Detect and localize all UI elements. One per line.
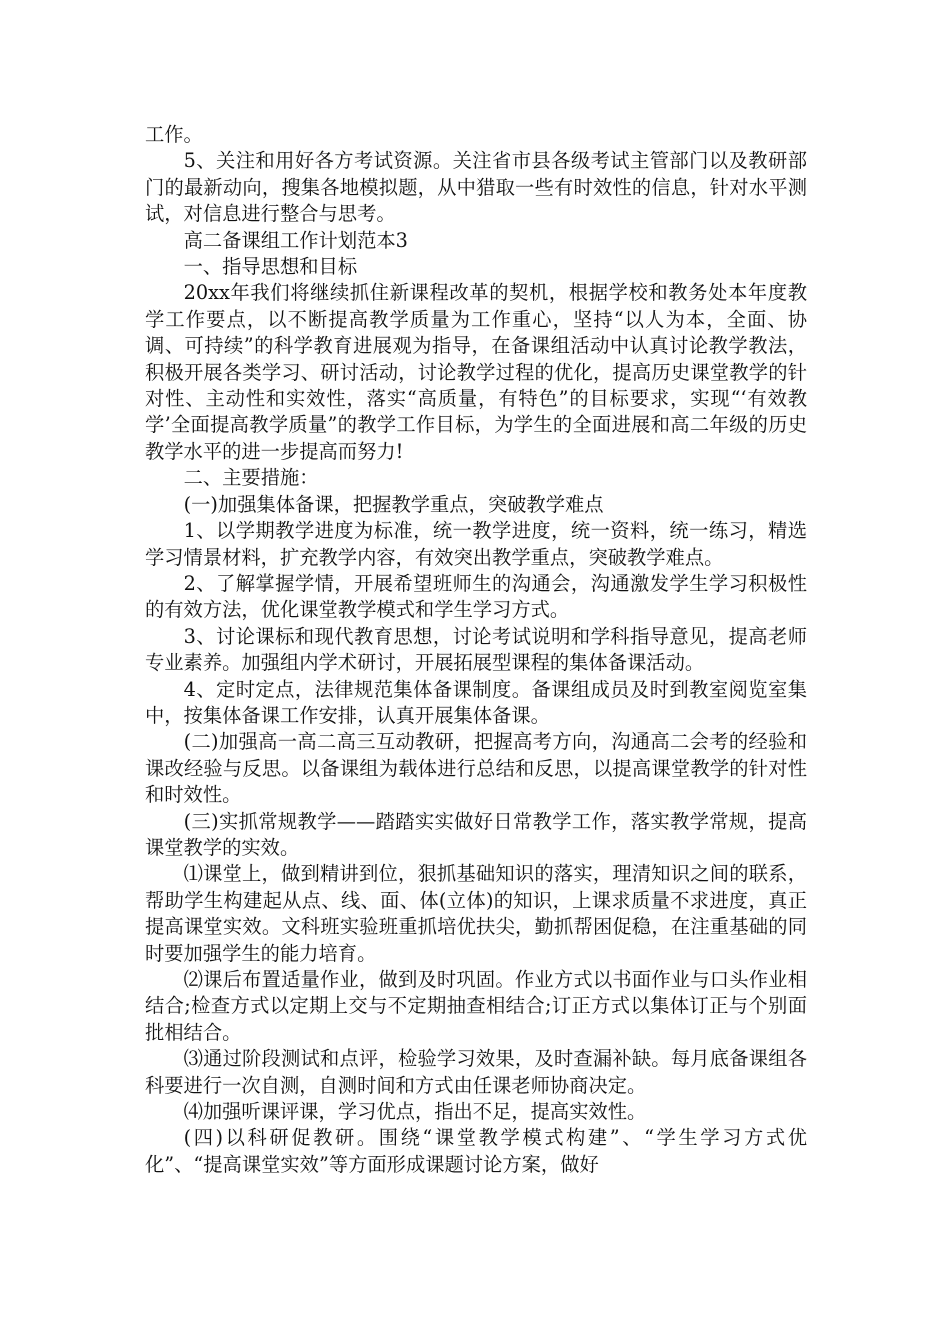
paragraph-homework: ⑵课后布置适量作业，做到及时巩固。作业方式以书面作业与口头作业相结合;检查方式以定期上交与不定期抽查相结合;订正方式以集体订正与个别面批相结合。 [145,968,807,1044]
heading-main-measures: 二、主要措施： [183,466,319,490]
paragraph-lesson-observation: ⑷加强听课评课，学习优点，指出不足，提高实效性。 [183,1100,647,1124]
subheading-collective-preparation: (一)加强集体备课，把握教学重点，突破教学难点 [183,492,604,516]
heading-guiding-ideology: 一、指导思想和目标 [183,255,358,279]
paragraph-research: (四)以科研促教研。围绕“课堂教学模式构建”、“学生学习方式优化”、“提高课堂实效”等方面形成课题讨论方案，做好 [145,1126,807,1176]
document-page [145,122,807,1178]
paragraph-interactive-research: (二)加强高一高二高三互动教研，把握高考方向，沟通高二会考的经验和课改经验与反思。以备课组为载体进行总结和反思，以提高课堂教学的针对性和时效性。 [145,730,807,807]
paragraph-measure-3: 3、讨论课标和现代教育思想，讨论考试说明和学科指导意见，提高老师专业素养。加强组内学术研讨，开展拓展型课程的集体备课活动。 [145,624,807,675]
paragraph-guiding-ideology: 20xx年我们将继续抓住新课程改革的契机，根据学校和教务处本年度教学工作要点，以不断提高教学质量为工作重心，坚持“以人为本，全面、协调、可持续”的科学教育进展观为指导，在备课组活动中认真讨论教学教法，积极开展各类学习、研讨活动，讨论教学过程的优化，提高历史课堂教学的针对性、主动性和实效性，落实“高质量，有特色”的目标要求，实现“‘有效教学’全面提高教学质量”的教学工作目标，为学生的全面进展和高二年级的历史教学水平的进一步提高而努力! [145,281,807,463]
paragraph-measure-2: 2、了解掌握学情，开展希望班师生的沟通会，沟通激发学生学习积极性的有效方法，优化课堂教学模式和学生学习方式。 [145,571,807,622]
paragraph-continuation: 工作。 [145,123,203,146]
paragraph-measure-4: 4、定时定点，法律规范集体备课制度。备课组成员及时到教室阅览室集中，按集体备课工作安排，认真开展集体备课。 [145,677,807,727]
section-heading-sample-3: 高二备课组工作计划范本3 [183,228,408,252]
paragraph-routine-teaching: (三)实抓常规教学——踏踏实实做好日常教学工作，落实教学常规，提高课堂教学的实效。 [145,809,807,859]
paragraph-testing: ⑶通过阶段测试和点评，检验学习效果，及时查漏补缺。每月底备课组各科要进行一次自测，自测时间和方式由任课老师协商决定。 [145,1047,807,1097]
paragraph-classroom: ⑴课堂上，做到精讲到位，狠抓基础知识的落实，理清知识之间的联系，帮助学生构建起从点、线、面、体(立体)的知识，上课求质量不求进度，真正提高课堂实效。文科班实验班重抓培优扶尖，勤抓帮困促稳，在注重基础的同时要加强学生的能力培育。 [145,862,807,965]
paragraph-measure-1: 1、以学期教学进度为标准，统一教学进度，统一资料，统一练习，精选学习情景材料，扩充教学内容，有效突出教学重点，突破教学难点。 [145,519,807,569]
paragraph-exam-resources: 5、关注和用好各方考试资源。关注省市县各级考试主管部门以及教研部门的最新动向，搜集各地模拟题，从中猎取一些有时效性的信息，针对水平测试，对信息进行整合与思考。 [145,149,807,226]
